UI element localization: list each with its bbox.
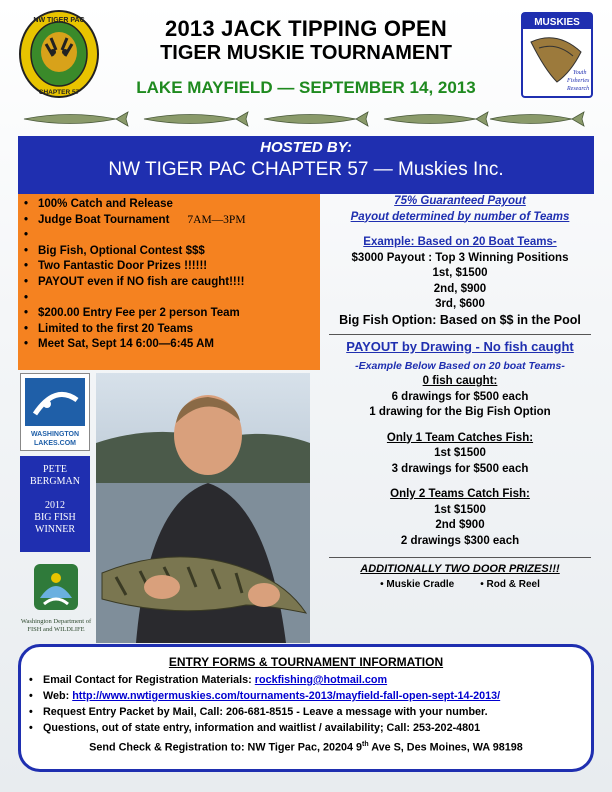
web-link[interactable]: http://www.nwtigermuskies.com/tournaments-2013/mayfield-fall-open-sept-14-2013/ [72, 690, 501, 702]
entry-list [29, 672, 589, 736]
bigfish-option: Big Fish Option: Based on $$ in the Pool [339, 312, 581, 327]
wdfw-logo: Washington Department of FISH and WILDLIFE [20, 560, 92, 640]
entry-title: ENTRY FORMS & TOURNAMENT INFORMATION [168, 655, 444, 669]
zero-fish-line2: 1 drawing for the Big Fish Option [369, 406, 551, 418]
feature-item: • Limited to the first 20 Teams [24, 322, 320, 338]
pete-bergman-caption [20, 456, 90, 552]
hosted-by-label: HOSTED BY: [260, 139, 352, 156]
feature-item: • 100% Catch and Release [24, 197, 320, 213]
feature-item: • Two Fantastic Door Prizes !!!!!! [24, 259, 320, 275]
feature-item: • Meet Sat, Sept 14 6:00—6:45 AM [24, 337, 320, 353]
feature-item [24, 291, 320, 307]
two-teams-line3: 2 drawings $300 each [400, 534, 520, 547]
hosted-band [18, 136, 594, 194]
features-list [18, 197, 320, 353]
hosted-by-names: NW TIGER PAC CHAPTER 57 — Muskies Inc. [108, 159, 504, 180]
zero-fish-line1: 6 drawings for $500 each [391, 390, 529, 403]
payout-example: Example: Based on 20 Boat Teams- [363, 236, 557, 248]
title-line2: TIGER MUSKIE TOURNAMENT [160, 42, 452, 64]
one-team-line1: 1st $1500 [434, 447, 486, 459]
pete-year: 2012 [45, 500, 65, 511]
feature-item: • PAYOUT even if NO fish are caught!!!! [24, 275, 320, 291]
wdfw-emblem-icon [20, 560, 92, 616]
payout-second: 2nd, $900 [433, 282, 487, 295]
features-panel [18, 194, 320, 370]
feature-item: • $200.00 Entry Fee per 2 person Team [24, 306, 320, 322]
svg-text:Fisheries: Fisheries [567, 78, 590, 84]
pete-name: PETE BERGMAN [29, 464, 80, 487]
zero-fish-title: 0 fish caught: [422, 375, 498, 387]
door-prize-item: • Muskie Cradle [380, 578, 455, 590]
door-prizes-title: ADDITIONALLY TWO DOOR PRIZES!!! [360, 563, 560, 575]
svg-text:CHAPTER 57: CHAPTER 57 [38, 89, 80, 96]
two-teams-title: Only 2 Teams Catch Fish: [390, 488, 530, 500]
judge-times: 7AM—3PM [187, 213, 246, 226]
svg-text:NW TIGER PAC: NW TIGER PAC [33, 17, 85, 24]
payout-determined: Payout determined by number of Teams [350, 210, 570, 223]
send-address: Send Check & Registration to: NW Tiger Pac, 20204 9th Ave S, Des Moines, WA 98198 [89, 741, 523, 754]
svg-text:Youth: Youth [573, 70, 587, 76]
pete-title: BIG FISH WINNER [34, 512, 76, 535]
svg-text:Research: Research [567, 86, 590, 92]
drawing-example: -Example Below Based on 20 boat Teams- [355, 359, 565, 372]
title-line1: 2013 JACK TIPPING OPEN [165, 16, 447, 41]
two-teams-line1: 1st $1500 [434, 503, 486, 516]
feature-item [24, 228, 320, 244]
entry-info-box [18, 644, 594, 772]
divider [329, 557, 591, 558]
email-item: • Email Contact for Registration Materials: rockfishing@hotmail.com [29, 672, 589, 688]
drawing-title: PAYOUT by Drawing - No fish caught [346, 339, 574, 354]
fish-decoration-row [20, 104, 592, 134]
web-item: • Web: http://www.nwtigermuskies.com/tournaments-2013/mayfield-fall-open-sept-14-2013/ [29, 688, 589, 704]
divider [329, 334, 591, 335]
payout-third: 3rd, $600 [435, 298, 485, 310]
title-line3: LAKE MAYFIELD — SEPTEMBER 14, 2013 [136, 78, 476, 97]
winner-photo [96, 373, 310, 643]
one-team-title: Only 1 Team Catches Fish: [386, 431, 534, 444]
guaranteed-payout: 75% Guaranteed Payout [394, 195, 526, 207]
washington-lakes-logo: WASHINGTON LAKES.COM [20, 373, 90, 451]
payout-column [322, 194, 598, 591]
feature-item: • Big Fish, Optional Contest $$$ [24, 244, 320, 260]
svg-text:MUSKIES: MUSKIES [534, 17, 580, 28]
email-link[interactable]: rockfishing@hotmail.com [254, 674, 388, 686]
door-prizes-list [322, 578, 598, 591]
door-prize-item: • Rod & Reel [480, 578, 540, 590]
questions-item: • Questions, out of state entry, information and waitlist / availability; Call: 253-202-4801 [29, 720, 589, 736]
payout-first: 1st, $1500 [432, 267, 488, 279]
feature-item: • Judge Boat Tournament 7AM—3PM [24, 213, 320, 229]
one-team-line2: 3 drawings for $500 each [391, 462, 529, 475]
two-teams-line2: 2nd $900 [435, 519, 485, 531]
fish-hook-icon [21, 374, 89, 430]
payout-top3: $3000 Payout : Top 3 Winning Positions [351, 251, 569, 264]
mail-item: • Request Entry Packet by Mail, Call: 206-681-8515 - Leave a message with your number. [29, 704, 589, 720]
